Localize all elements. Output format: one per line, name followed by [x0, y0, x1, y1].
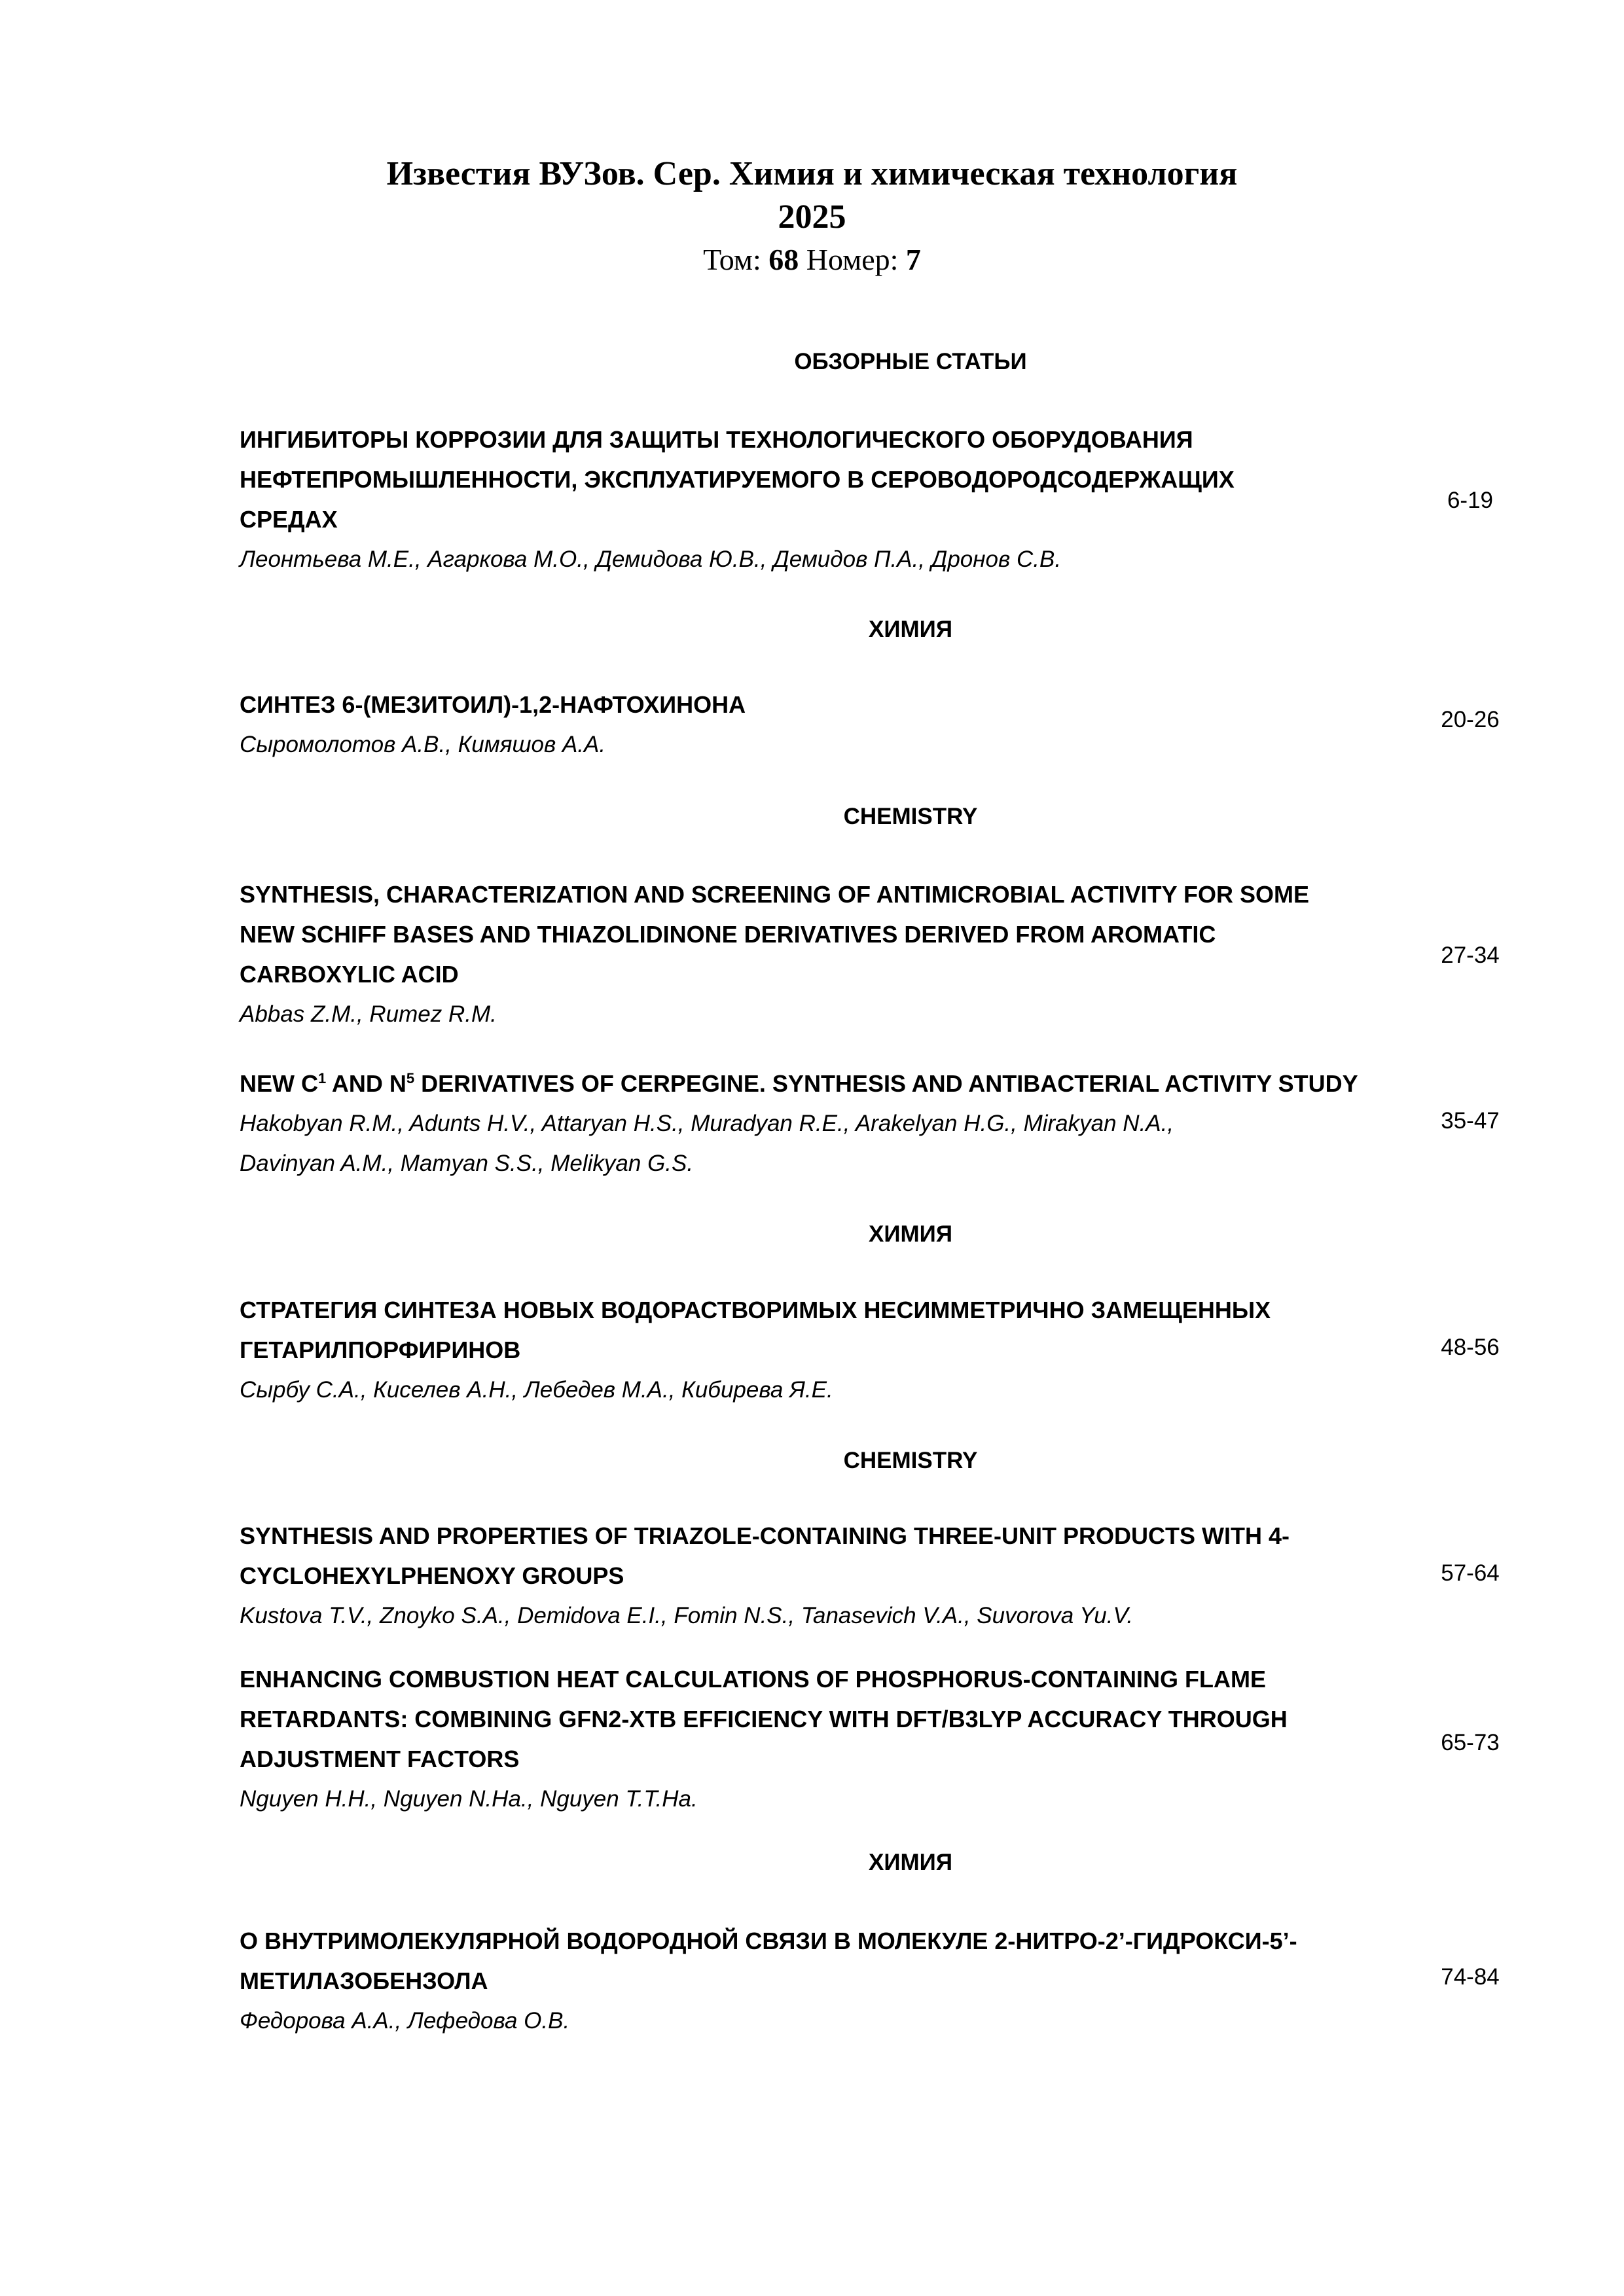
article-pages: 20-26	[1441, 707, 1500, 732]
article-pages: 74-84	[1441, 1964, 1500, 1990]
article-title-line: СИНТЕЗ 6-(МЕЗИТОИЛ)-1,2-НАФТОХИНОНА	[240, 691, 746, 718]
article-entry	[240, 1659, 1431, 1819]
article-authors: Abbas Z.M., Rumez R.M.	[240, 1001, 497, 1027]
section-heading: CHEMISTRY	[843, 804, 978, 829]
article-authors: Hakobyan R.M., Adunts H.V., Attaryan H.S., Muradyan R.E., Arakelyan H.G., Mirakyan N.A.,	[240, 1111, 1174, 1136]
article-title-line: SYNTHESIS, CHARACTERIZATION AND SCREENING OF ANTIMICROBIAL ACTIVITY FOR SOME	[240, 881, 1310, 908]
article-authors: Сырбу С.А., Киселев А.Н., Лебедев М.А., Кибирева Я.Е.	[240, 1377, 833, 1403]
article-title-line: ГЕТАРИЛПОРФИРИНОВ	[240, 1336, 521, 1363]
article-authors: Сыромолотов А.В., Кимяшов А.А.	[240, 732, 606, 757]
article-entry	[240, 1064, 1431, 1183]
issue-label: Номер:	[806, 243, 899, 276]
article-entry	[240, 420, 1431, 579]
article-authors: Леонтьева М.Е., Агаркова М.О., Демидова Ю.В., Демидов П.А., Дронов С.В.	[240, 547, 1062, 572]
issue-year: 2025	[778, 198, 846, 236]
article-entry	[240, 1516, 1431, 1636]
article-authors: Федорова А.А., Лефедова О.В.	[240, 2008, 570, 2034]
article-title-line: RETARDANTS: COMBINING GFN2-XTB EFFICIENCY WITH DFT/B3LYP ACCURACY THROUGH	[240, 1706, 1288, 1732]
article-title-line: NEW SCHIFF BASES AND THIAZOLIDINONE DERIVATIVES DERIVED FROM AROMATIC	[240, 921, 1216, 948]
issue-number: 7	[905, 243, 921, 276]
superscript: 5	[406, 1070, 415, 1086]
article-pages: 48-56	[1441, 1335, 1500, 1360]
article-entry	[240, 1290, 1431, 1410]
article-title-line: ИНГИБИТОРЫ КОРРОЗИИ ДЛЯ ЗАЩИТЫ ТЕХНОЛОГИЧЕСКОГО ОБОРУДОВАНИЯ	[240, 426, 1193, 453]
section-heading: ХИМИЯ	[869, 617, 952, 642]
volume-label: Том:	[703, 243, 761, 276]
article-title-line: ADJUSTMENT FACTORS	[240, 1746, 520, 1772]
article-pages: 65-73	[1441, 1730, 1500, 1755]
article-title-line: SYNTHESIS AND PROPERTIES OF TRIAZOLE-CONTAINING THREE-UNIT PRODUCTS WITH 4-	[240, 1522, 1290, 1549]
volume-number: 68	[768, 243, 799, 276]
section-heading: ОБЗОРНЫЕ СТАТЬИ	[794, 349, 1027, 374]
superscript: 1	[318, 1070, 327, 1086]
article-pages: 35-47	[1441, 1108, 1500, 1134]
article-pages: 6-19	[1447, 488, 1494, 513]
article-title-line: CARBOXYLIC ACID	[240, 961, 459, 988]
article-title-line: NEW $C^1$ AND $N^5$ DERIVATIVES OF CERPEGINE. SYNTHESIS AND ANTIBACTERIAL ACTIVITY STUDY	[240, 1070, 1358, 1097]
article-title-line: CYCLOHEXYLPHENOXY GROUPS	[240, 1562, 624, 1589]
article-pages: 27-34	[1441, 942, 1500, 968]
article-title-line: О ВНУТРИМОЛЕКУЛЯРНОЙ ВОДОРОДНОЙ СВЯЗИ В МОЛЕКУЛЕ 2-НИТРО-2’-ГИДРОКСИ-5’-	[240, 1928, 1297, 1954]
article-title-line: НЕФТЕПРОМЫШЛЕННОСТИ, ЭКСПЛУАТИРУЕМОГО В СЕРОВОДОРОДСОДЕРЖАЩИХ	[240, 466, 1235, 493]
article-pages: 57-64	[1441, 1560, 1500, 1586]
section-heading: ХИМИЯ	[869, 1850, 952, 1875]
section-heading: ХИМИЯ	[869, 1221, 952, 1247]
article-title-line: СРЕДАХ	[240, 506, 338, 533]
journal-title: Известия ВУЗов. Сер. Химия и химическая технология	[386, 155, 1238, 192]
section-heading: CHEMISTRY	[843, 1448, 978, 1473]
article-entry	[240, 874, 1431, 1034]
article-title-line: СТРАТЕГИЯ СИНТЕЗА НОВЫХ ВОДОРАСТВОРИМЫХ НЕСИММЕТРИЧНО ЗАМЕЩЕННЫХ	[240, 1297, 1271, 1323]
article-authors: Nguyen H.H., Nguyen N.Ha., Nguyen T.T.Ha.	[240, 1786, 698, 1812]
article-title-line: ENHANCING COMBUSTION HEAT CALCULATIONS OF PHOSPHORUS-CONTAINING FLAME	[240, 1666, 1266, 1693]
article-authors: Kustova T.V., Znoyko S.A., Demidova E.I., Fomin N.S., Tanasevich V.A., Suvorova Yu.V.	[240, 1603, 1133, 1628]
article-authors: Davinyan A.M., Mamyan S.S., Melikyan G.S.	[240, 1151, 694, 1176]
article-entry	[240, 685, 1431, 764]
volume-issue-line	[0, 242, 1624, 277]
article-title-line: МЕТИЛАЗОБЕНЗОЛА	[240, 1967, 488, 1994]
article-entry	[240, 1921, 1431, 2041]
